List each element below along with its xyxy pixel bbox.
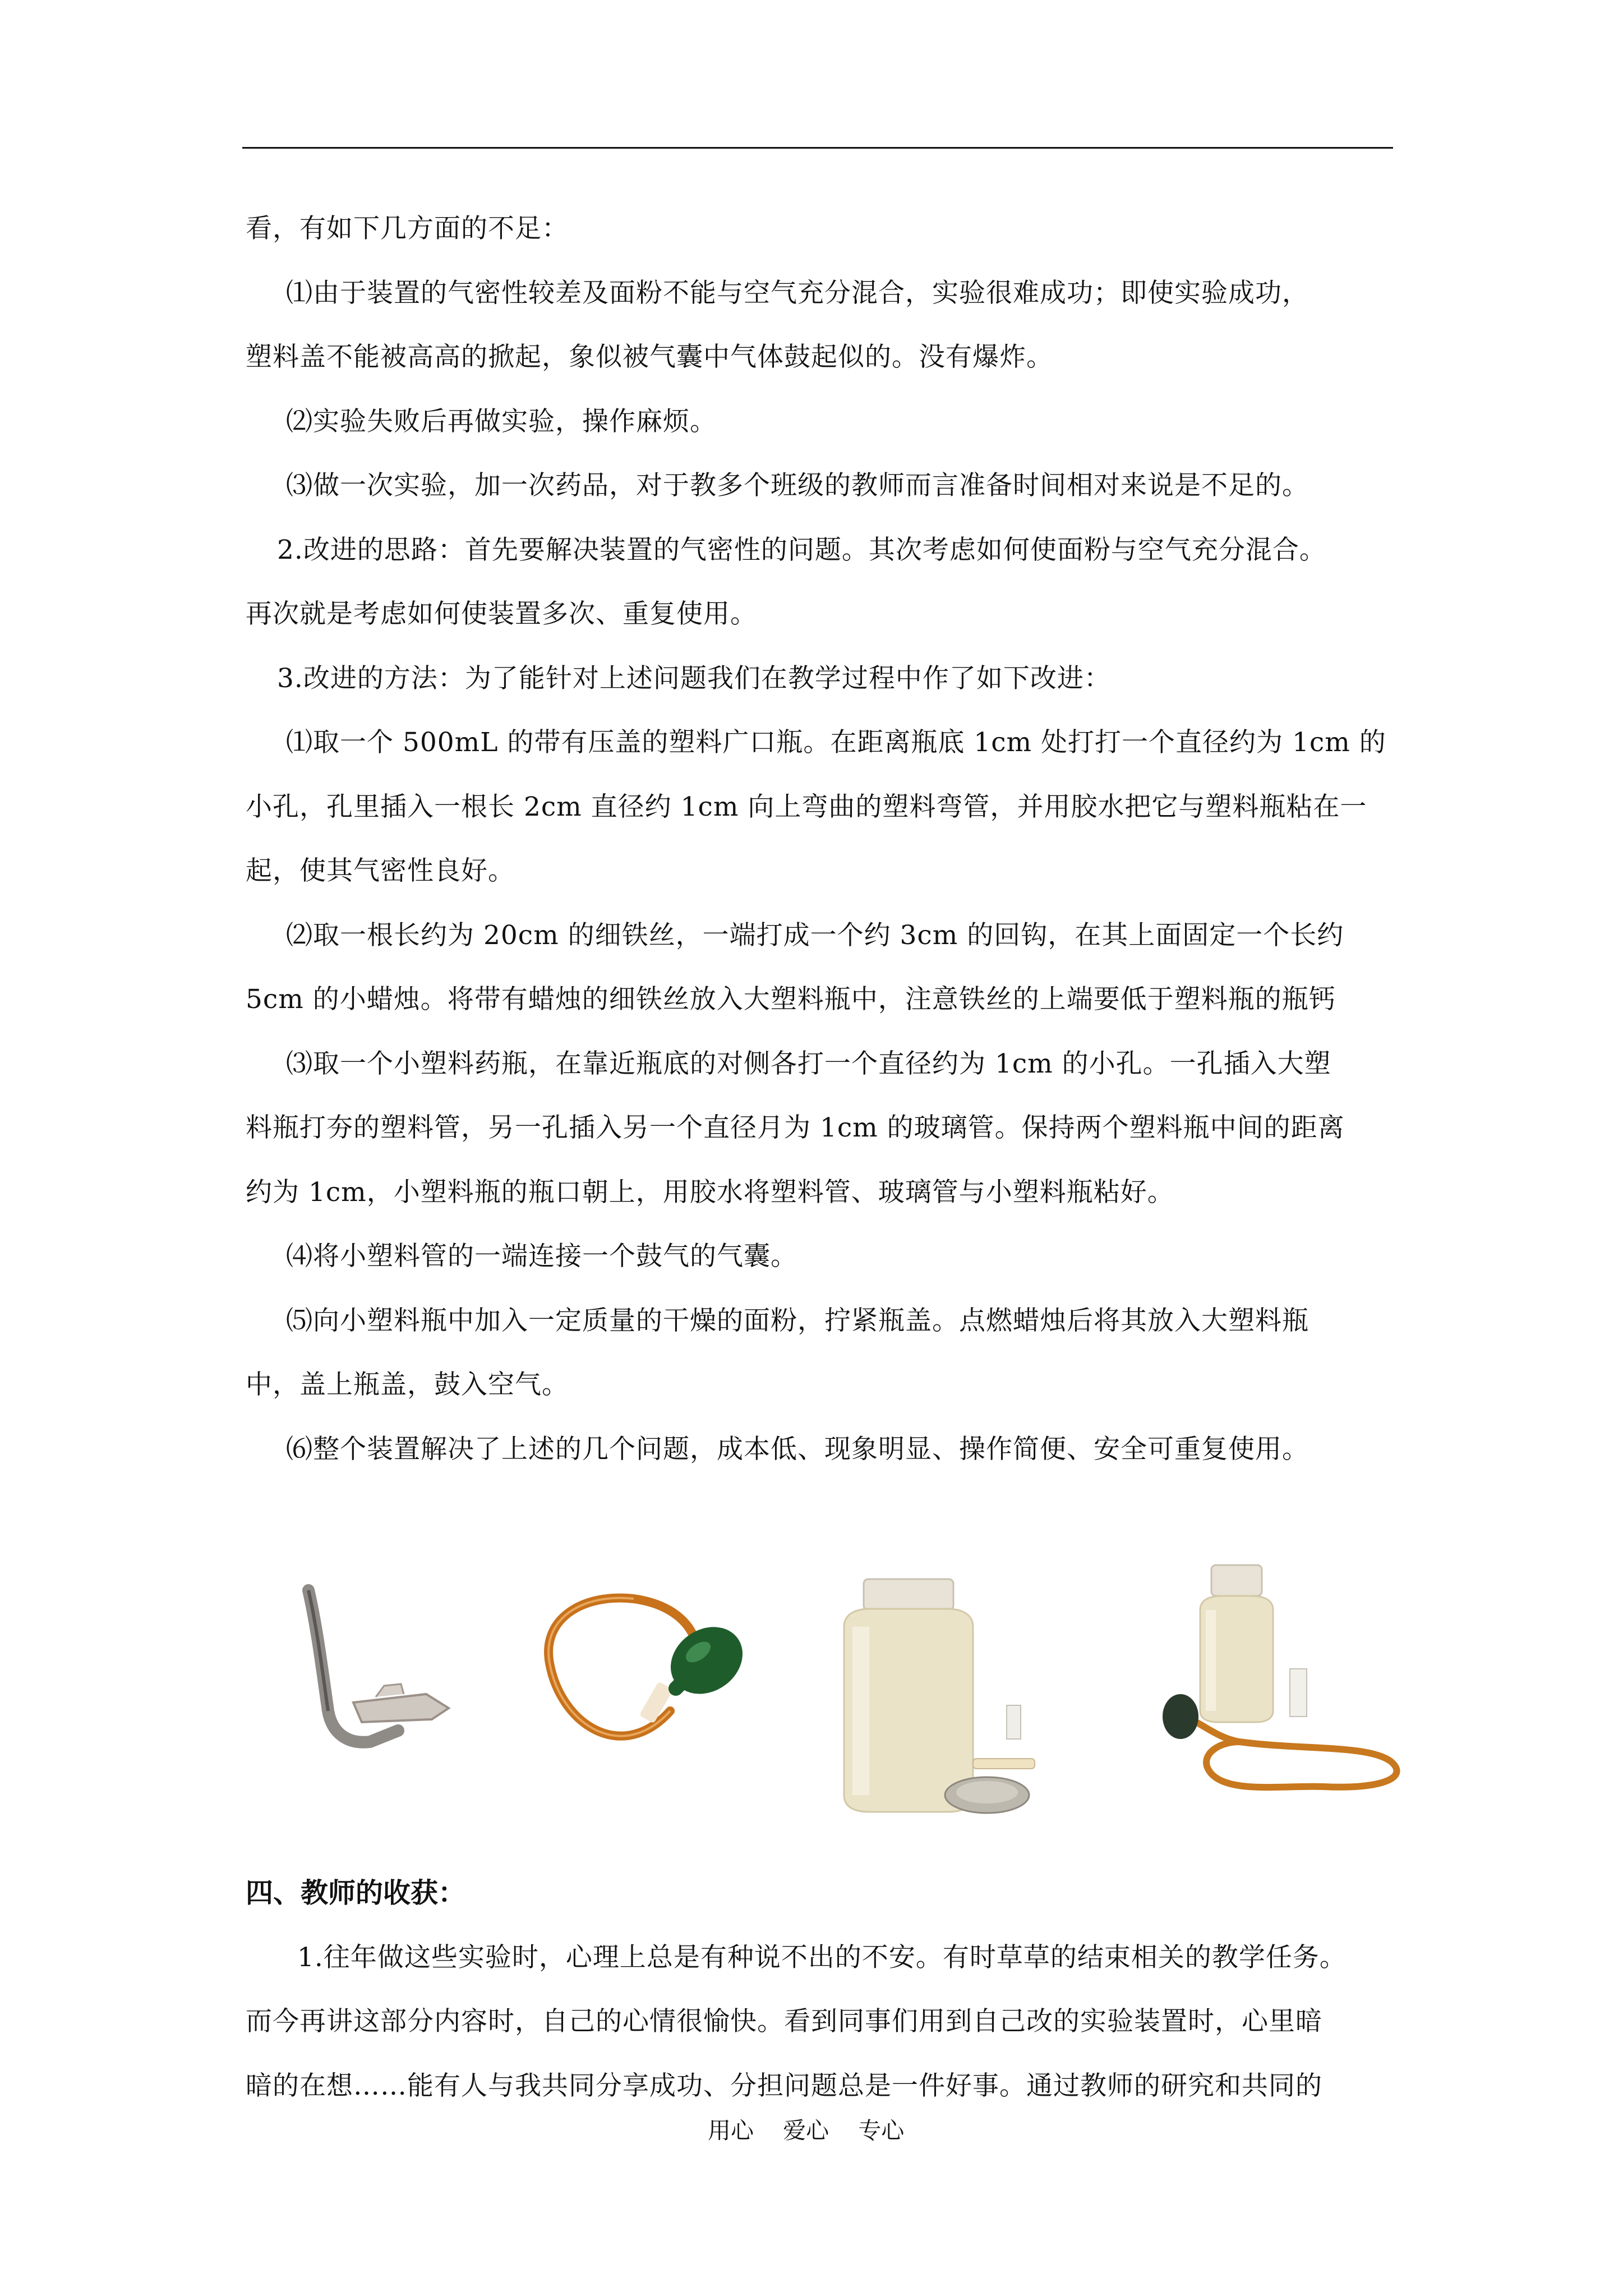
paragraph-line: ⑴由于装置的气密性较差及面粉不能与空气充分混合，实验很难成功；即使实验成功，: [286, 278, 1309, 309]
paragraph-line: 小孔，孔里插入一根长 2cm 直径约 1cm 向上弯曲的塑料弯管，并用胶水把它与塑料瓶粘在一: [246, 792, 1367, 822]
wire-candle-photo: [264, 1582, 465, 1761]
paragraph-line: 暗的在想……能有人与我共同分享成功、分担问题总是一件好事。通过教师的研究和共同的: [246, 2070, 1322, 2101]
paragraph-line: 1.往年做这些实验时，心理上总是有种说不出的不安。有时草草的结束相关的教学任务。: [297, 1942, 1347, 1973]
paragraph-line: ⑵取一根长约为 20cm 的细铁丝，一端打成一个约 3cm 的回钩，在其上面固定一个长约: [286, 920, 1344, 951]
apparatus-photo: [1155, 1548, 1413, 1829]
paragraph-line: 再次就是考虑如何使装置多次、重复使用。: [246, 599, 757, 629]
paragraph-line: ⑸向小塑料瓶中加入一定质量的干燥的面粉，拧紧瓶盖。点燃蜡烛后将其放入大塑料瓶: [286, 1305, 1309, 1336]
paragraph-line: 料瓶打夯的塑料管，另一孔插入另一个直径月为 1cm 的玻璃管。保持两个塑料瓶中间的距离: [246, 1112, 1345, 1143]
paragraph-line: ⑶做一次实验，加一次药品，对于教多个班级的教师而言准备时间相对来说是不足的。: [286, 470, 1309, 501]
paragraph-line: 3.改进的方法：为了能针对上述问题我们在教学过程中作了如下改进：: [277, 663, 1111, 694]
section-heading: 四、教师的收获：: [246, 1877, 466, 1909]
paragraph-line: 塑料盖不能被高高的掀起，象似被气囊中气体鼓起似的。没有爆炸。: [246, 342, 1053, 372]
paragraph-line: ⑶取一个小塑料药瓶，在靠近瓶底的对侧各打一个直径约为 1cm 的小孔。一孔插入大塑: [286, 1048, 1331, 1079]
paragraph-line: 2.改进的思路：首先要解决装置的气密性的问题。其次考虑如何使面粉与空气充分混合。: [277, 535, 1326, 565]
paragraph-line: 中，盖上瓶盖，鼓入空气。: [246, 1369, 569, 1400]
bottle-photo: [836, 1559, 1077, 1823]
paragraph-line: 5cm 的小蜡烛。将带有蜡烛的细铁丝放入大塑料瓶中，注意铁丝的上端要低于塑料瓶的瓶钙: [246, 984, 1336, 1015]
header-rule: [242, 147, 1393, 149]
paragraph-line: 而今再讲这部分内容时，自己的心情很愉快。看到同事们用到自己改的实验装置时，心里暗: [246, 2006, 1322, 2037]
paragraph-line: 起，使其气密性良好。: [246, 855, 515, 886]
paragraph-line: 约为 1cm，小塑料瓶的瓶口朝上，用胶水将塑料管、玻璃管与小塑料瓶粘好。: [246, 1177, 1174, 1208]
paragraph-line: ⑴取一个 500mL 的带有压盖的塑料广口瓶。在距离瓶底 1cm 处打打一个直径约为 1cm 的: [286, 727, 1386, 758]
paragraph-line: 看，有如下几方面的不足：: [246, 213, 569, 244]
paragraph-line: ⑷将小塑料管的一端连接一个鼓气的气囊。: [286, 1241, 797, 1272]
paragraph-line: ⑹整个装置解决了上述的几个问题，成本低、现象明显、操作简便、安全可重复使用。: [286, 1434, 1309, 1465]
tube-bulb-photo: [538, 1585, 785, 1770]
page-footer: 用心 爱心 专心: [708, 2117, 905, 2144]
paragraph-line: ⑵实验失败后再做实验，操作麻烦。: [286, 406, 717, 437]
